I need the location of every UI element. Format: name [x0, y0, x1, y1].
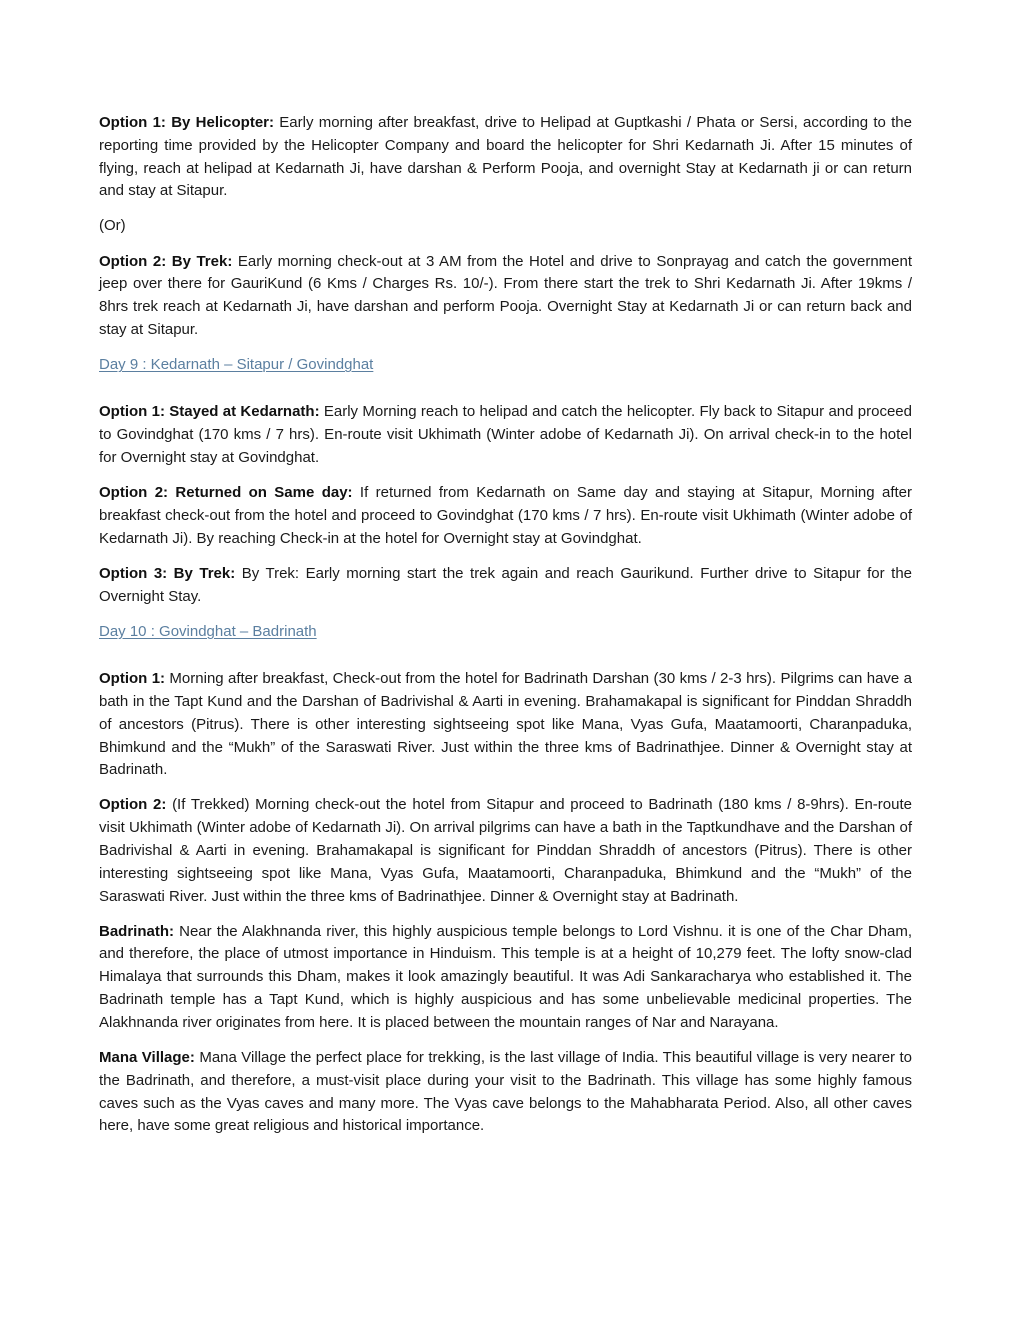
day-9-option-3-label: Option 3: By Trek:: [99, 564, 236, 582]
day-9-heading-container: [99, 354, 912, 389]
day-9-option-1-text: Early Morning reach to helipad and catch the helicopter. Fly back to Sitapur and proceed to Govindghat (170 kms / 7 hrs). En-route visit Ukhimath (Winter adobe of Kedarnath Ji). On arrival check-in to the hotel for Overnight stay at Govindghat.: [99, 403, 912, 467]
day-10-option-1-label: Option 1:: [99, 670, 166, 688]
day-10-option-2-label: Option 2:: [99, 796, 167, 814]
badrinath-text: Near the Alakhnanda river, this highly auspicious temple belongs to Lord Vishnu. it is one of the Char Dham, and therefore, the place of utmost importance in Hinduism. This temple is at a height of 10,279 feet. The lofty snow-clad Himalaya that surrounds this Dham, makes it look amazingly beautiful. It was Adi Sankaracharya who established it. The Badrinath temple has a Tapt Kund, which is highly auspicious and has some unbelievable medicinal properties. The Alakhnanda river originates from here. It is placed between the mountain ranges of Nar and Narayana.: [99, 922, 912, 1031]
badrinath-paragraph: [99, 921, 912, 1035]
day-9-option-1-label: Option 1: Stayed at Kedarnath:: [99, 403, 320, 421]
option-2-trek-paragraph: [99, 251, 912, 342]
badrinath-label: Badrinath:: [99, 922, 174, 940]
mana-village-paragraph: [99, 1047, 912, 1138]
document-page: [99, 112, 912, 1150]
option-1-helicopter-label: Option 1: By Helicopter:: [99, 114, 274, 131]
day-10-heading-link[interactable]: Day 10 : Govindghat – Badrinath: [99, 622, 317, 640]
option-2-trek-label: Option 2: By Trek:: [99, 252, 233, 270]
day-9-option-2-label: Option 2: Returned on Same day:: [99, 484, 353, 502]
day-9-option-2-paragraph: [99, 482, 912, 550]
or-separator: (Or): [99, 217, 126, 235]
day-9-heading-link[interactable]: Day 9 : Kedarnath – Sitapur / Govindghat: [99, 356, 374, 374]
day-9-option-3-text: By Trek: Early morning start the trek again and reach Gaurikund. Further drive to Sitapur for the Overnight Stay.: [99, 564, 913, 605]
day-10-option-2-paragraph: [99, 794, 912, 908]
option-2-trek-text: Early morning check-out at 3 AM from the Hotel and drive to Sonprayag and catch the government jeep over there for GauriKund (6 Kms / Charges Rs. 10/-). From there start the trek to Shri Kedarnath Ji. After 19kms / 8hrs trek reach at Kedarnath Ji, have darshan and perform Pooja. Overnight Stay at Kedarnath Ji or can return back and stay at Sitapur.: [99, 252, 913, 338]
day-10-option-1-paragraph: [99, 668, 912, 782]
day-9-option-2-text: If returned from Kedarnath on Same day and staying at Sitapur, Morning after breakfast check-out from the hotel and proceed to Govindghat (170 kms / 7 hrs). En-route visit Ukhimath (Winter adobe of Kedarnath Ji). By reaching Check-in at the hotel for Overnight stay at Govindghat.: [99, 484, 912, 547]
day-10-option-2-text: (If Trekked) Morning check-out the hotel from Sitapur and proceed to Badrinath (180 kms / 8-9hrs). En-route visit Ukhimath (Winter adobe of Kedarnath Ji). On arrival pilgrims can have a bath in the Taptkundhave and the Darshan of Badrivishal & Aarti in evening. Brahamakapal is significant for Pinddan Shraddh of ancestors (Pitrus). There is other interesting sightseeing spot like Mana, Vyas Gufa, Maatamoorti, Charanpaduka, Bhimkund and the “Mukh” of the Saraswati River. Just within the three kms of Badrinathjee. Dinner & Overnight stay at Badrinath.: [99, 796, 912, 905]
day-10-option-1-text: Morning after breakfast, Check-out from the hotel for Badrinath Darshan (30 kms / 2-3 hrs). Pilgrims can have a bath in the Tapt Kund and the Darshan of Badrivishal & Aarti in evening. Brahamakapal is significant for Pinddan Shraddh of ancestors (Pitrus). There is other interesting sightseeing spot like Mana, Vyas Gufa, Maatamoorti, Charanpaduka, Bhimkund and the “Mukh” of the Saraswati River. Just within the three kms of Badrinathjee. Dinner & Overnight stay at Badrinath.: [99, 670, 912, 779]
day-9-option-3-paragraph: [99, 563, 912, 609]
mana-village-label: Mana Village:: [99, 1048, 195, 1066]
option-1-helicopter-paragraph: [99, 112, 912, 203]
day-10-heading-container: [99, 621, 912, 656]
day-9-option-1-paragraph: [99, 401, 912, 469]
mana-village-text: Mana Village the perfect place for trekking, is the last village of India. This beautiful village is very nearer to the Badrinath, and therefore, a must-visit place during your visit to the Badrinath. This village has some highly famous caves such as the Vyas caves and many more. The Vyas cave belongs to the Mahabharata Period. Also, all other caves here, have some great religious and historical importance.: [99, 1048, 912, 1135]
option-1-helicopter-text: Early morning after breakfast, drive to Helipad at Guptkashi / Phata or Sersi, according to the reporting time provided by the Helicopter Company and board the helicopter for Shri Kedarnath Ji. After 15 minutes of flying, reach at helipad at Kedarnath Ji, have darshan & Perform Pooja, and overnight Stay at Kedarnath ji or can return and stay at Sitapur.: [99, 114, 912, 200]
